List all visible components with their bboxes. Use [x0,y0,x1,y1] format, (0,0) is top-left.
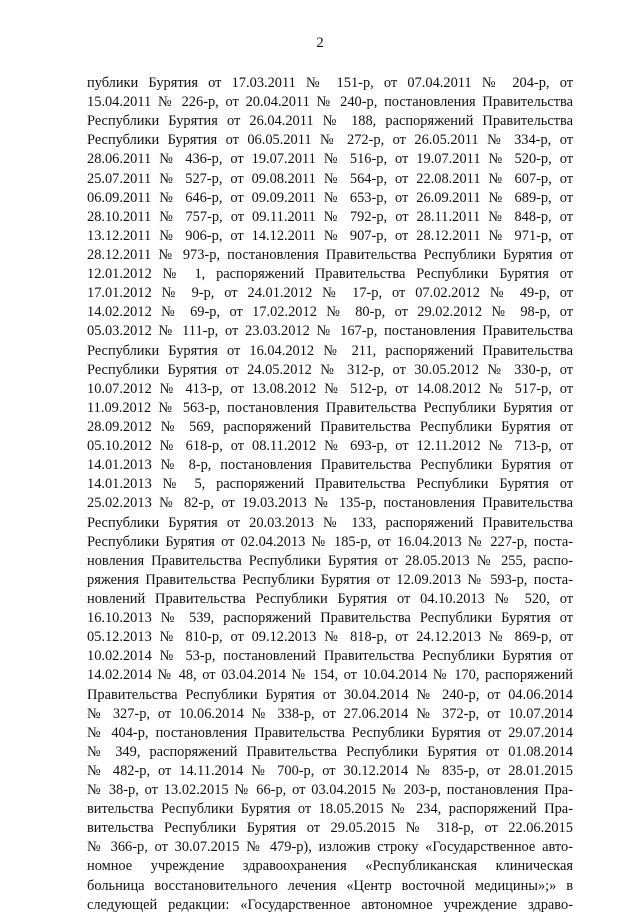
text-line: Республики Бурятия от 06.05.2011 № 272-р, от 26.05.2011 № 334-р, от [87,132,573,149]
text-line: номное учреждение здравоохранения «Республиканская клиническая [87,858,573,875]
text-line: № 349, распоряжений Правительства Республики Бурятия от 01.08.2014 [87,743,573,760]
text-line: ряжения Правительства Республики Бурятия от 12.09.2013 № 593-р, поста- [87,571,573,588]
text-line: 17.01.2012 № 9-р, от 24.01.2012 № 17-р, от 07.02.2012 № 49-р, от [87,285,573,302]
text-line: № 38-р, от 13.02.2015 № 66-р, от 03.04.2015 № 203-р, постановления Пра- [87,782,573,799]
text-line: публики Бурятия от 17.03.2011 № 151-р, от 07.04.2011 № 204-р, от [87,75,573,91]
text-line: 06.09.2011 № 646-р, от 09.09.2011 № 653-р, от 26.09.2011 № 689-р, от [87,189,573,206]
text-line: новления Правительства Республики Бурятия от 28.05.2013 № 255, распо- [87,552,573,569]
text-line: № 482-р, от 14.11.2014 № 700-р, от 30.12.2014 № 835-р, от 28.01.2015 [87,762,573,779]
text-line: Республики Бурятия от 26.04.2011 № 188, распоряжений Правительства [87,113,573,130]
text-line: 13.12.2011 № 906-р, от 14.12.2011 № 907-р, от 28.12.2011 № 971-р, от [87,227,573,244]
text-line: 10.02.2014 № 53-р, постановлений Правительства Республики Бурятия от [87,648,573,665]
text-line: 14.01.2013 № 8-р, постановления Правительства Республики Бурятия от [87,457,573,474]
text-line: 28.12.2011 № 973-р, постановления Правительства Республики Бурятия от [87,246,573,263]
text-line: 28.06.2011 № 436-р, от 19.07.2011 № 516-р, от 19.07.2011 № 520-р, от [87,151,573,168]
text-line: 25.07.2011 № 527-р, от 09.08.2011 № 564-р, от 22.08.2011 № 607-р, от [87,170,573,187]
text-line: 05.10.2012 № 618-р, от 08.11.2012 № 693-р, от 12.11.2012 № 713-р, от [87,438,573,455]
text-line: новлений Правительства Республики Бурятия от 04.10.2013 № 520, от [87,590,573,607]
text-line: № 327-р, от 10.06.2014 № 338-р, от 27.06.2014 № 372-р, от 10.07.2014 [87,705,573,722]
text-line: 14.01.2013 № 5, распоряжений Правительства Республики Бурятия от [87,476,573,493]
text-line: 11.09.2012 № 563-р, постановления Правительства Республики Бурятия от [87,399,573,416]
document-body-text [87,74,573,915]
text-line: следующей редакции: «Государственное автономное учреждение здраво- [87,896,573,913]
text-line: вительства Республики Бурятия от 18.05.2015 № 234, распоряжений Пра- [87,801,573,818]
text-line: 16.10.2013 № 539, распоряжений Правительства Республики Бурятия от [87,610,573,627]
text-line: Республики Бурятия от 24.05.2012 № 312-р, от 30.05.2012 № 330-р, от [87,361,573,378]
text-line: больница восстановительного лечения «Центр восточной медицины»;» в [87,877,573,894]
text-line: 25.02.2013 № 82-р, от 19.03.2013 № 135-р, постановления Правительства [87,495,573,512]
text-line: Республики Бурятия от 02.04.2013 № 185-р, от 16.04.2013 № 227-р, поста- [87,533,573,550]
text-line: 05.03.2012 № 111-р, от 23.03.2012 № 167-р, постановления Правительства [87,323,573,340]
text-line: 14.02.2014 № 48, от 03.04.2014 № 154, от 10.04.2014 № 170, распоряжений [87,667,573,684]
text-line: 28.10.2011 № 757-р, от 09.11.2011 № 792-р, от 28.11.2011 № 848-р, от [87,208,573,225]
text-line: Республики Бурятия от 16.04.2012 № 211, распоряжений Правительства [87,342,573,359]
text-line: 28.09.2012 № 569, распоряжений Правительства Республики Бурятия от [87,418,573,435]
text-line: 05.12.2013 № 810-р, от 09.12.2013 № 818-р, от 24.12.2013 № 869-р, от [87,629,573,646]
text-line: 12.01.2012 № 1, распоряжений Правительства Республики Бурятия от [87,266,573,283]
text-line: Республики Бурятия от 20.03.2013 № 133, распоряжений Правительства [87,514,573,531]
text-line: 15.04.2011 № 226-р, от 20.04.2011 № 240-р, постановления Правительства [87,94,573,111]
page-number: 2 [316,35,324,51]
text-line: № 404-р, постановления Правительства Республики Бурятия от 29.07.2014 [87,724,573,741]
text-line: вительства Республики Бурятия от 29.05.2015 № 318-р, от 22.06.2015 [87,820,573,837]
text-line: 10.07.2012 № 413-р, от 13.08.2012 № 512-р, от 14.08.2012 № 517-р, от [87,380,573,397]
text-line: 14.02.2012 № 69-р, от 17.02.2012 № 80-р, от 29.02.2012 № 98-р, от [87,304,573,321]
text-line: Правительства Республики Бурятия от 30.04.2014 № 240-р, от 04.06.2014 [87,686,573,703]
text-line: № 366-р, от 30.07.2015 № 479-р), изложив строку «Государственное авто- [87,839,573,856]
